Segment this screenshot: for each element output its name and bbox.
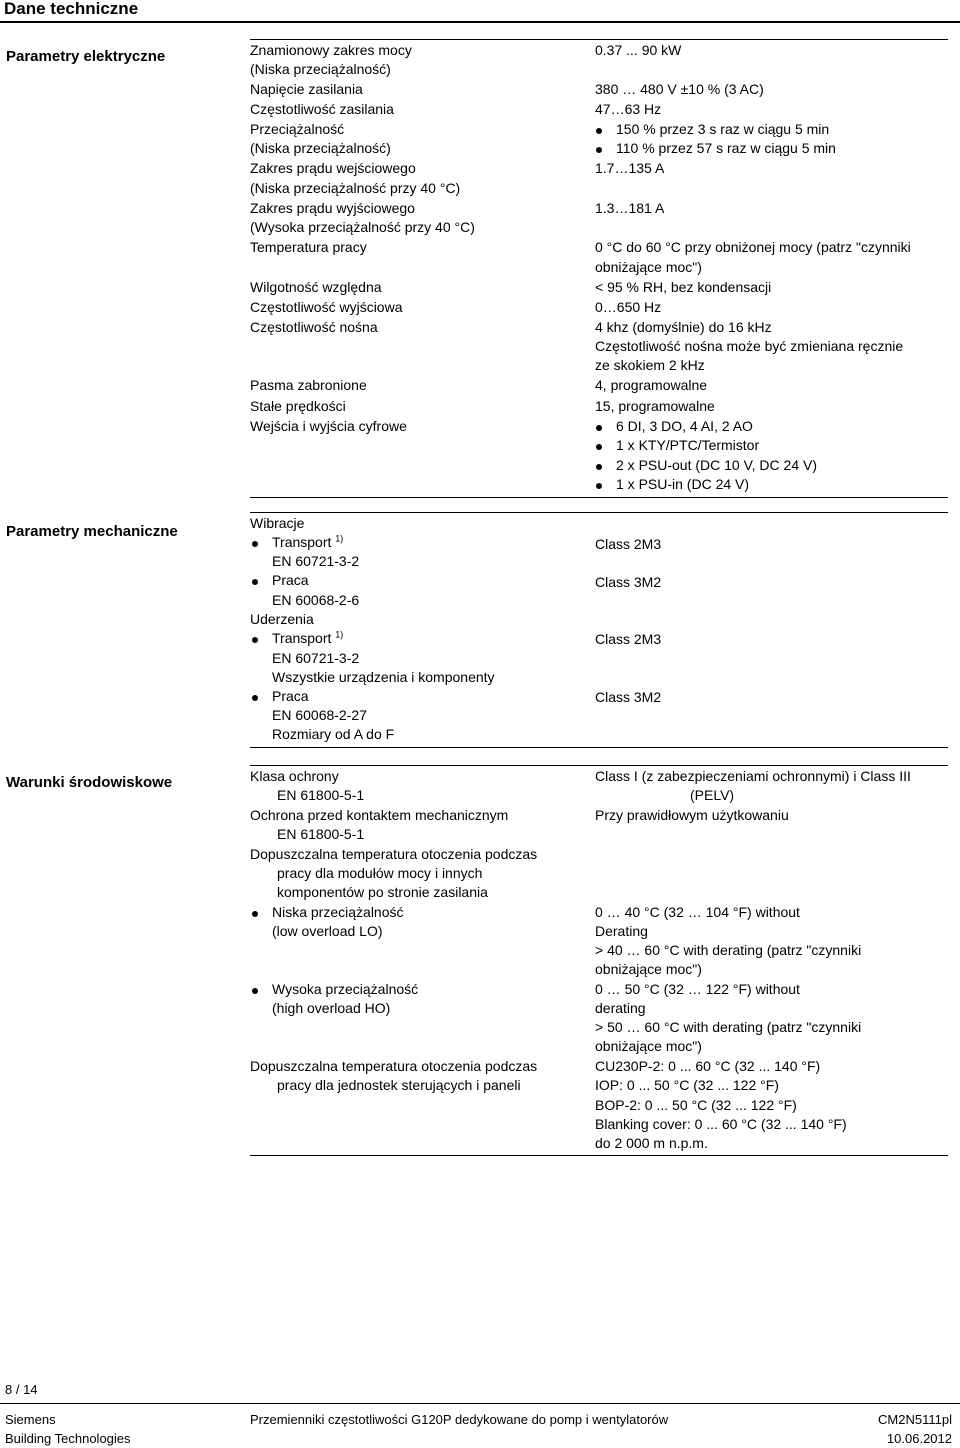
footnote-ref: 1) <box>335 629 344 640</box>
page-title: Dane techniczne <box>4 0 139 18</box>
lo-value-cont: Derating <box>595 923 648 939</box>
overload-label: Przeciążalność <box>250 121 345 137</box>
lo-value-cont: obniżające moc") <box>595 961 702 977</box>
supply-freq-value: 47…63 Hz <box>595 101 662 117</box>
bullet-dot <box>252 695 258 701</box>
shock-transport-label: Transport $^{1)}$ <box>272 629 344 646</box>
lo-label: Niska przeciążalność <box>272 904 404 920</box>
page-number: 8 / 14 <box>5 1382 38 1397</box>
io-bullet: 6 DI, 3 DO, 4 AI, 2 AO <box>616 418 753 434</box>
bullet-dot <box>252 541 258 547</box>
ambient-control-value: BOP-2: 0 ... 50 °C (32 ... 122 °F) <box>595 1097 797 1113</box>
skip-bands-label: Pasma zabronione <box>250 377 367 393</box>
carrier-freq-value: 4 khz (domyślnie) do 16 kHz <box>595 319 772 335</box>
vib-transport-value: Class 2M3 <box>595 536 662 552</box>
contact-protection-label: Ochrona przed kontaktem mechanicznym <box>250 807 509 823</box>
bullet-dot <box>596 147 602 153</box>
output-freq-label: Częstotliwość wyjściowa <box>250 299 403 315</box>
ambient-power-label-cont: pracy dla modułów mocy i innych <box>277 865 483 881</box>
environmental-bottom-rule <box>250 1155 948 1156</box>
shock-transport-value: Class 2M3 <box>595 631 662 647</box>
overload-label-note: (Niska przeciążalność) <box>250 140 391 156</box>
io-label: Wejścia i wyjścia cyfrowe <box>250 418 407 434</box>
shock-operation-value: Class 3M2 <box>595 689 662 705</box>
ho-value: 0 … 50 °C (32 … 122 °F) without <box>595 981 800 997</box>
humidity-value: < 95 % RH, bez kondensacji <box>595 279 772 295</box>
carrier-freq-label: Częstotliwość nośna <box>250 319 378 335</box>
op-temp-label: Temperatura pracy <box>250 239 367 255</box>
lo-value: 0 … 40 °C (32 … 104 °F) without <box>595 904 800 920</box>
supply-voltage-label: Napięcie zasilania <box>250 81 363 97</box>
supply-voltage-value: 380 … 480 V ±10 % (3 AC) <box>595 81 764 97</box>
io-bullet: 1 x PSU-in (DC 24 V) <box>616 476 750 492</box>
humidity-label: Wilgotność względna <box>250 279 382 295</box>
ambient-control-value: do 2 000 m n.p.m. <box>595 1135 708 1151</box>
bullet-dot <box>252 988 258 994</box>
output-current-label: Zakres prądu wyjściowego <box>250 200 415 216</box>
footer-doc-date: 10.06.2012 <box>886 1431 952 1446</box>
shock-transport-std: EN 60721-3-2 <box>272 650 360 666</box>
op-temp-value: 0 °C do 60 °C przy obniżonej mocy (patrz "czynniki <box>595 239 911 255</box>
ho-value-cont: obniżające moc") <box>595 1038 702 1054</box>
fixed-speeds-label: Stałe prędkości <box>250 398 346 414</box>
protection-class-label: Klasa ochrony <box>250 768 339 784</box>
bullet-dot <box>252 579 258 585</box>
vib-operation-value: Class 3M2 <box>595 574 662 590</box>
bullet-dot <box>596 483 602 489</box>
ambient-control-label: Dopuszczalna temperatura otoczenia podczas <box>250 1058 538 1074</box>
output-current-value: 1.3…181 A <box>595 200 665 216</box>
rated-power-value: 0.37 ... 90 kW <box>595 42 682 58</box>
io-bullet: 2 x PSU-out (DC 10 V, DC 24 V) <box>616 457 818 473</box>
carrier-freq-value-note: Częstotliwość nośna może być zmieniana ręcznie <box>595 338 904 354</box>
contact-protection-std: EN 61800-5-1 <box>277 826 365 842</box>
overload-bullet: 110 % przez 57 s raz w ciągu 5 min <box>616 140 836 156</box>
fixed-speeds-value: 15, programowalne <box>595 398 715 414</box>
carrier-freq-value-note: ze skokiem 2 kHz <box>595 357 705 373</box>
bullet-dot <box>596 128 602 134</box>
ho-value-cont: derating <box>595 1000 646 1016</box>
vib-operation-label: Praca <box>272 572 309 588</box>
title-rule <box>0 21 960 23</box>
protection-class-value: Class I (z zabezpieczeniami ochronnymi) i Class III <box>595 768 911 784</box>
shock-label: Uderzenia <box>250 611 314 627</box>
protection-class-value-cont: (PELV) <box>690 787 735 803</box>
rated-power-label-note: (Niska przeciążalność) <box>250 61 391 77</box>
vibration-label: Wibracje <box>250 515 305 531</box>
protection-class-std: EN 61800-5-1 <box>277 787 365 803</box>
footer-doc-id: CM2N5111pl <box>878 1412 952 1427</box>
rated-power-label: Znamionowy zakres mocy <box>250 42 412 58</box>
bullet-dot <box>252 911 258 917</box>
ambient-control-label-cont: pracy dla jednostek sterujących i paneli <box>277 1077 521 1093</box>
output-current-label-note: (Wysoka przeciążalność przy 40 °C) <box>250 219 475 235</box>
shock-operation-std: EN 60068-2-27 <box>272 707 367 723</box>
lo-label-note: (low overload LO) <box>272 923 383 939</box>
bullet-dot <box>596 464 602 470</box>
op-temp-value-cont: obniżające moc") <box>595 259 702 275</box>
ho-label: Wysoka przeciążalność <box>272 981 419 997</box>
footer-company: Siemens <box>5 1412 56 1427</box>
section-title-electrical: Parametry elektryczne <box>6 48 166 65</box>
ambient-control-value: CU230P-2: 0 ... 60 °C (32 ... 140 °F) <box>595 1058 821 1074</box>
input-current-label-note: (Niska przeciążalność przy 40 °C) <box>250 180 461 196</box>
mechanical-bottom-rule <box>250 747 948 748</box>
bullet-dot <box>252 637 258 643</box>
input-current-label: Zakres prądu wejściowego <box>250 160 416 176</box>
ambient-control-value: Blanking cover: 0 ... 60 °C (32 ... 140 °F) <box>595 1116 847 1132</box>
footer-doc-title: Przemienniki częstotliwości G120P dedykowane do pomp i wentylatorów <box>250 1412 669 1427</box>
ambient-power-label: Dopuszczalna temperatura otoczenia podczas <box>250 846 538 862</box>
bullet-dot <box>596 425 602 431</box>
ho-value-cont: > 50 … 60 °C with derating (patrz "czynniki <box>595 1019 862 1035</box>
shock-transport-note: Wszystkie urządzenia i komponenty <box>272 669 495 685</box>
supply-freq-label: Częstotliwość zasilania <box>250 101 394 117</box>
bullet-dot <box>596 444 602 450</box>
overload-bullet: 150 % przez 3 s raz w ciągu 5 min <box>616 121 830 137</box>
shock-operation-note: Rozmiary od A do F <box>272 726 395 742</box>
skip-bands-value: 4, programowalne <box>595 377 708 393</box>
mechanical-top-rule <box>250 512 948 513</box>
output-freq-value: 0…650 Hz <box>595 299 662 315</box>
io-bullet: 1 x KTY/PTC/Termistor <box>616 437 760 453</box>
vib-transport-std: EN 60721-3-2 <box>272 553 360 569</box>
vib-operation-std: EN 60068-2-6 <box>272 592 360 608</box>
environmental-top-rule <box>250 765 948 766</box>
contact-protection-value: Przy prawidłowym użytkowaniu <box>595 807 789 823</box>
electrical-bottom-rule <box>250 497 948 498</box>
electrical-top-rule <box>250 39 948 40</box>
footnote-ref: 1) <box>335 533 344 544</box>
input-current-value: 1.7…135 A <box>595 160 665 176</box>
section-title-environmental: Warunki środowiskowe <box>6 774 173 791</box>
section-title-mechanical: Parametry mechaniczne <box>6 523 178 540</box>
lo-value-cont: > 40 … 60 °C with derating (patrz "czynniki <box>595 942 862 958</box>
ambient-power-label-cont: komponentów po stronie zasilania <box>277 884 488 900</box>
footer-rule <box>0 1403 960 1404</box>
ambient-control-value: IOP: 0 ... 50 °C (32 ... 122 °F) <box>595 1077 779 1093</box>
shock-operation-label: Praca <box>272 688 309 704</box>
footer-company-division: Building Technologies <box>5 1431 131 1446</box>
ho-label-note: (high overload HO) <box>272 1000 391 1016</box>
vib-transport-label: Transport $^{1)}$ <box>272 533 344 550</box>
